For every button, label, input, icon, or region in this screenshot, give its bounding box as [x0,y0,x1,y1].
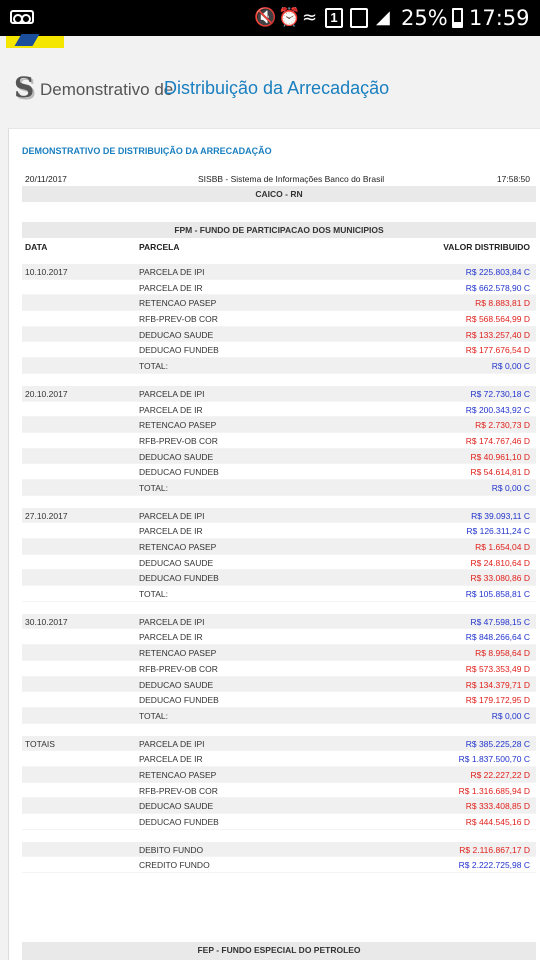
group-spacer [22,830,536,842]
row-valor: R$ 33.080,86 D [470,573,530,584]
row-date: 30.10.2017 [25,616,68,627]
row-parcela: RETENCAO PASEP [139,298,217,309]
row-parcela: TOTAL: [139,361,168,372]
row-valor: R$ 444.545,16 D [465,817,530,827]
row-parcela: PARCELA DE IR [139,282,203,293]
table-row [22,661,536,677]
table-row [22,570,536,586]
table-row [22,342,536,358]
voicemail-icon [10,10,34,24]
row-valor: R$ 177.676,54 D [465,345,530,356]
table-row [22,464,536,480]
row-parcela: PARCELA DE IPI [139,738,205,749]
row-parcela: RFB-PREV-OB COR [139,314,218,325]
row-valor: R$ 40.961,10 D [470,451,530,462]
row-valor: R$ 105.858,81 C [465,589,530,600]
report-info [22,172,536,186]
distribution-table [22,264,536,873]
row-valor: R$ 174.767,46 D [465,435,530,446]
row-date: 27.10.2017 [25,510,68,521]
clock: 17:59 [469,6,530,30]
signal-icon: ◢ [376,7,390,28]
column-headers [22,240,536,254]
table-row [22,677,536,693]
row-valor: R$ 1.837.500,70 C [458,754,530,765]
row-parcela: TOTAL: [139,482,168,493]
row-valor: R$ 2.116.867,17 D [459,844,530,855]
row-valor: R$ 133.257,40 D [465,329,530,340]
row-valor: R$ 24.810,64 D [470,557,530,568]
row-valor: R$ 1.654,04 D [475,542,530,552]
table-row [22,280,536,296]
row-valor: R$ 54.614,81 D [470,467,530,478]
row-valor: R$ 39.093,11 C [471,510,530,521]
row-parcela: RFB-PREV-OB COR [139,435,218,446]
row-parcela: CREDITO FUNDO [139,860,210,871]
row-date: 10.10.2017 [25,267,68,277]
table-row [22,264,536,280]
table-row [22,751,536,767]
row-parcela: DEDUCAO FUNDEB [139,817,219,827]
table-row [22,767,536,783]
row-parcela: TOTAL: [139,589,168,600]
battery-percent: 25% [401,6,448,30]
row-parcela: TOTAL: [139,710,168,721]
page-title-prefix: Demonstrativo de [40,80,174,99]
row-parcela: DEDUCAO SAUDE [139,451,214,462]
group-spacer [22,602,536,614]
table-row [22,449,536,465]
row-valor: R$ 1.316.685,94 D [458,785,530,796]
row-date: TOTAIS [25,738,55,749]
row-valor: R$ 848.266,64 C [465,632,530,643]
table-row [22,783,536,799]
table-row [22,480,536,496]
table-row [22,736,536,752]
table-row [22,692,536,708]
row-valor: R$ 662.578,90 C [465,282,530,293]
alarm-icon: ⏰ [278,7,301,28]
row-parcela: PARCELA DE IR [139,754,203,765]
row-valor: R$ 573.353,49 D [465,663,530,674]
mute-icon: 🔇 [254,7,277,28]
row-parcela: PARCELA DE IPI [139,388,205,399]
row-valor: R$ 385.225,28 C [465,738,530,749]
battery-icon [452,8,463,28]
wifi-icon: ≈ [302,7,318,28]
row-parcela: RETENCAO PASEP [139,648,217,659]
table-row [22,508,536,524]
row-parcela: PARCELA DE IPI [139,267,205,277]
table-row [22,327,536,343]
row-valor: R$ 0,00 C [491,361,530,372]
col-parcela: PARCELA [139,242,180,252]
row-valor: R$ 2.222.725,98 C [458,860,530,871]
row-valor: R$ 8.958,64 D [475,648,530,659]
row-parcela: PARCELA DE IR [139,526,203,537]
row-valor: R$ 22.227,22 D [470,769,530,780]
fund-title-fep: FEP - FUNDO ESPECIAL DO PETROLEO [22,942,536,960]
row-valor: R$ 0,00 C [491,710,530,721]
col-data: DATA [25,242,48,252]
table-row [22,614,536,630]
page-header [0,48,540,128]
row-parcela: DEDUCAO SAUDE [139,679,214,690]
report-time: 17:58:50 [496,174,530,184]
table-row [22,555,536,571]
row-valor: R$ 8.883,81 D [475,298,530,309]
table-row [22,523,536,539]
row-valor: R$ 0,00 C [491,482,530,493]
row-valor: R$ 72.730,18 C [470,388,530,399]
row-parcela: RFB-PREV-OB COR [139,785,218,796]
table-row [22,814,536,830]
table-row [22,539,536,555]
row-parcela: RETENCAO PASEP [139,420,217,431]
table-row [22,586,536,602]
table-row [22,358,536,374]
row-parcela: RETENCAO PASEP [139,769,217,780]
no-signal-icon [350,8,368,28]
row-parcela: PARCELA DE IR [139,404,203,415]
table-row [22,857,536,873]
s-logo-icon: S [14,71,35,104]
table-row [22,798,536,814]
table-row [22,386,536,402]
row-valor: R$ 568.564,99 D [465,314,530,325]
bank-logo [6,36,64,48]
table-row [22,402,536,418]
row-valor: R$ 134.379,71 D [465,679,530,690]
row-valor: R$ 333.408,85 D [465,801,530,812]
row-parcela: PARCELA DE IR [139,632,203,643]
row-valor: R$ 126.311,24 C [466,526,530,537]
row-parcela: PARCELA DE IPI [139,616,205,627]
table-row [22,417,536,433]
table-row [22,311,536,327]
row-parcela: DEDUCAO FUNDEB [139,573,219,584]
fund-title-fpm: FPM - FUNDO DE PARTICIPACAO DOS MUNICIPIOS [22,222,536,238]
row-valor: R$ 2.730,73 D [475,420,530,431]
row-parcela: RETENCAO PASEP [139,542,217,552]
report-system: SISBB - Sistema de Informações Banco do Brasil [198,174,385,184]
row-parcela: PARCELA DE IPI [139,510,205,521]
row-date: 20.10.2017 [25,388,68,399]
table-row [22,295,536,311]
row-parcela: RFB-PREV-OB COR [139,663,218,674]
municipality-band: CAICO - RN [22,186,536,202]
row-parcela: DEDUCAO FUNDEB [139,345,219,356]
row-parcela: DEDUCAO SAUDE [139,801,214,812]
row-valor: R$ 200.343,92 C [465,404,530,415]
row-valor: R$ 225.803,84 C [465,267,530,277]
group-spacer [22,374,536,386]
table-row [22,433,536,449]
row-parcela: DEDUCAO SAUDE [139,329,214,340]
group-spacer [22,496,536,508]
row-valor: R$ 47.598,15 C [470,616,530,627]
report-date: 20/11/2017 [25,174,67,184]
row-parcela: DEBITO FUNDO [139,844,204,855]
table-row [22,842,536,858]
page-title: Distribuição da Arrecadação [164,78,390,98]
col-valor: VALOR DISTRIBUIDO [443,242,530,252]
table-row [22,629,536,645]
row-parcela: DEDUCAO SAUDE [139,557,214,568]
sim-icon: 1 [325,8,343,28]
table-row [22,645,536,661]
row-valor: R$ 179.172,95 D [465,695,530,706]
row-parcela: DEDUCAO FUNDEB [139,467,219,478]
group-spacer [22,724,536,736]
table-row [22,708,536,724]
report-title: DEMONSTRATIVO DE DISTRIBUIÇÃO DA ARRECADAÇÃO [22,146,272,156]
status-bar [0,0,540,36]
row-parcela: DEDUCAO FUNDEB [139,695,219,706]
